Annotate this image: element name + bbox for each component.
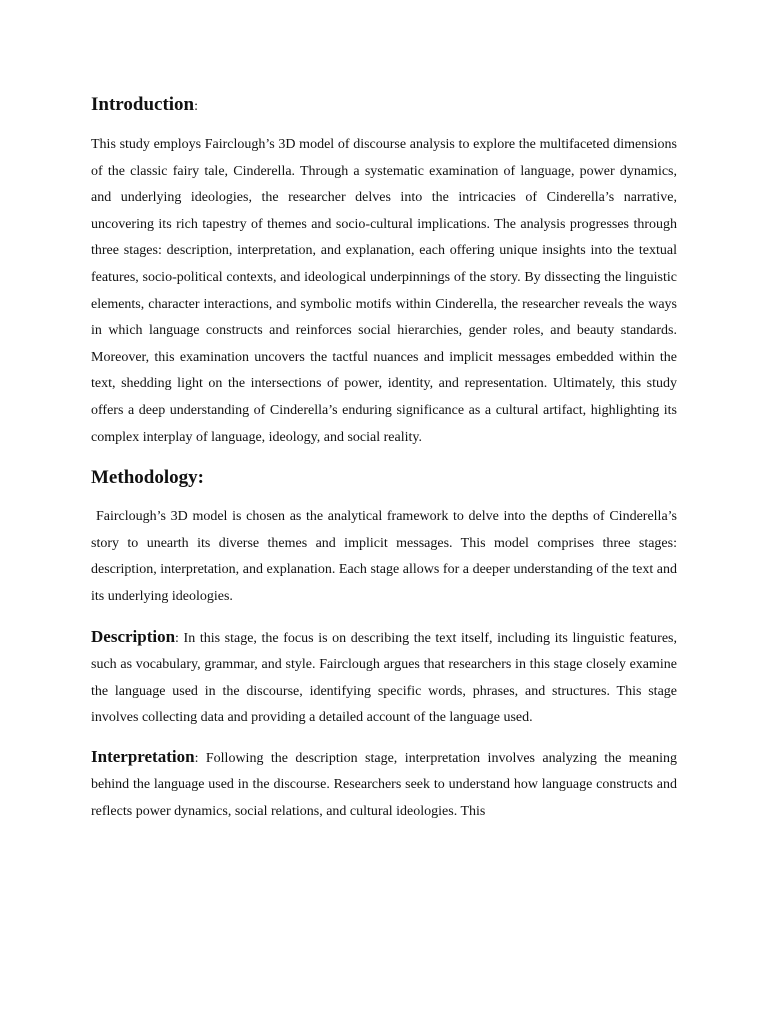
methodology-heading: Methodology: bbox=[91, 467, 204, 489]
introduction-heading-colon: : bbox=[194, 99, 199, 114]
description-text: : In this stage, the focus is on describing the text itself, including its linguistic features, such as vocabulary, grammar, and style. Fairclough argues that researchers in this stage closely examine the language used in the discourse, identifying specific words, phrases, and structures. This stage involves collecting data and providing a detailed account of the language used. bbox=[91, 630, 677, 726]
description-paragraph bbox=[91, 624, 677, 732]
interpretation-text: : Following the description stage, interpretation involves analyzing the meaning behind the language used in the discourse. Researchers seek to understand how language constructs and reflects power dynamics, social relations, and cultural ideologies. This bbox=[91, 750, 677, 820]
introduction-paragraph: This study employs Fairclough’s 3D model of discourse analysis to explore the multifaceted dimensions of the classic fairy tale, Cinderella. Through a systematic examination of language, power dynamics, and underlying ideologies, the researcher delves into the intricacies of Cinderella’s narrative, uncovering its rich tapestry of themes and socio-cultural implications. The analysis progresses through three stages: description, interpretation, and explanation, each offering unique insights into the textual features, socio-political contexts, and ideological underpinnings of the story. By dissecting the linguistic elements, character interactions, and symbolic motifs within Cinderella, the researcher reveals the ways in which language constructs and reinforces social hierarchies, gender roles, and beauty standards. Moreover, this examination uncovers the tactful nuances and implicit messages embedded within the text, shedding light on the intersections of power, identity, and representation. Ultimately, this study offers a deep understanding of Cinderella’s enduring significance as a cultural artifact, highlighting its complex interplay of language, ideology, and social reality. bbox=[91, 137, 677, 445]
description-heading: Description bbox=[91, 626, 176, 646]
document-page bbox=[91, 92, 677, 826]
introduction-heading bbox=[91, 92, 677, 120]
interpretation-heading: Interpretation bbox=[91, 746, 195, 766]
methodology-paragraph: Fairclough’s 3D model is chosen as the analytical framework to delve into the depths of Cinderella’s story to unearth its diverse themes and implicit messages. This model comprises three stages: description, interpretation, and explanation. Each stage allows for a deeper understanding of the text and its underlying ideologies. bbox=[91, 509, 677, 604]
interpretation-paragraph bbox=[91, 744, 677, 826]
introduction-heading-text: Introduction bbox=[91, 94, 195, 115]
